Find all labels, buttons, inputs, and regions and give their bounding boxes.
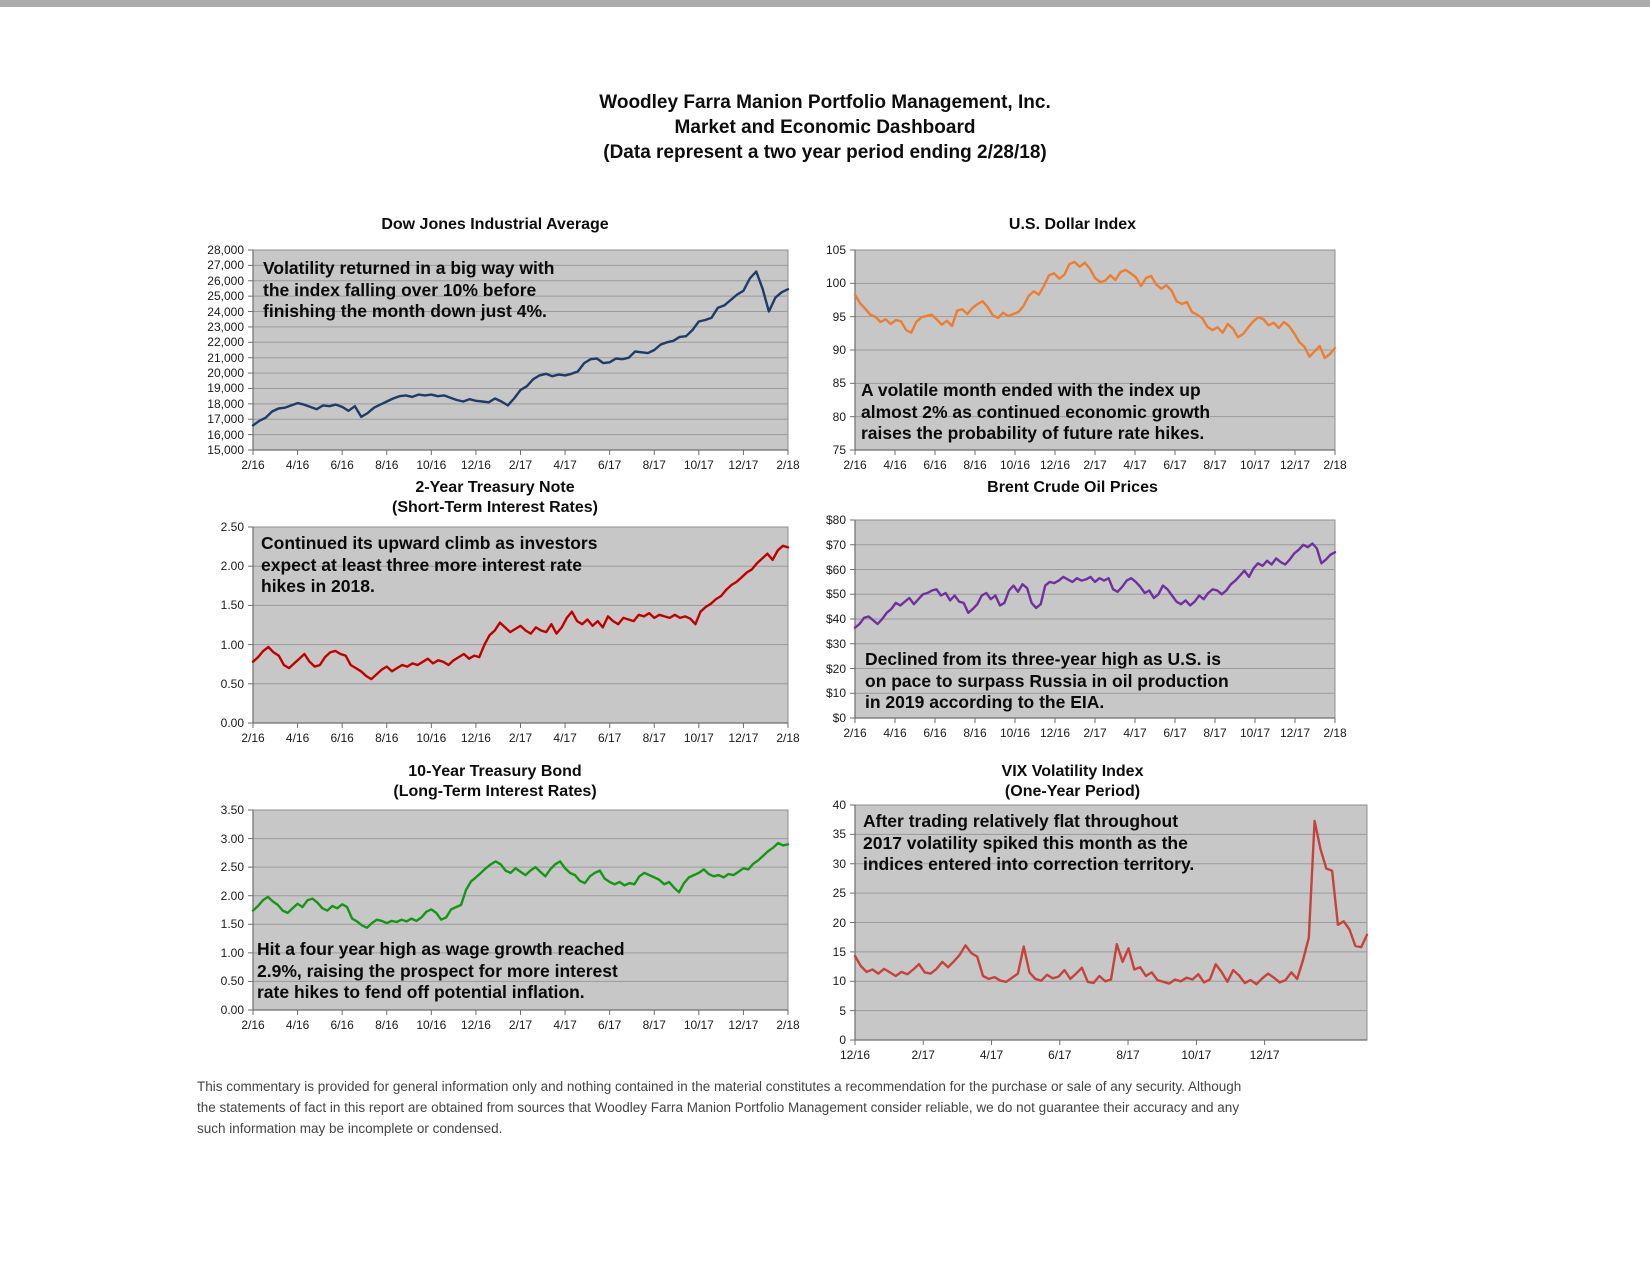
chart-annotation: Continued its upward climb as investors expect at least three more interest rate hikes in 2018. <box>261 533 598 597</box>
x-tick-label: 2/17 <box>508 458 533 472</box>
x-tick-label: 10/17 <box>683 731 714 745</box>
y-tick-label: 35 <box>832 827 846 842</box>
y-tick-label: $50 <box>825 587 846 602</box>
x-tick-label: 6/16 <box>923 458 947 472</box>
x-tick-label: 2/18 <box>776 458 800 472</box>
y-tick-label: $10 <box>825 686 846 701</box>
y-tick-label: 23,000 <box>207 319 244 334</box>
y-tick-label: 18,000 <box>207 396 244 411</box>
y-tick-label: 26,000 <box>207 273 244 288</box>
y-tick-label: 75 <box>832 443 846 457</box>
y-tick-label: 1.00 <box>220 637 244 652</box>
x-tick-label: 6/17 <box>597 1018 622 1032</box>
x-tick-label: 10/17 <box>683 1018 714 1032</box>
y-tick-label: $60 <box>825 562 846 577</box>
y-tick-label: 80 <box>832 409 846 424</box>
x-tick-label: 2/16 <box>241 731 265 745</box>
y-tick-label: 17,000 <box>207 412 244 427</box>
y-tick-label: 22,000 <box>207 335 244 350</box>
x-tick-label: 4/17 <box>1123 458 1147 472</box>
x-tick-label: 2/17 <box>1083 726 1107 740</box>
x-tick-label: 8/17 <box>1203 458 1227 472</box>
x-tick-label: 10/16 <box>999 726 1031 740</box>
y-tick-label: 0 <box>839 1033 846 1047</box>
x-tick-label: 2/18 <box>1323 726 1347 740</box>
x-tick-label: 6/16 <box>330 1018 354 1032</box>
x-tick-label: 10/17 <box>1181 1048 1212 1062</box>
plot-area <box>855 250 1335 450</box>
x-tick-label: 4/16 <box>883 458 907 472</box>
x-tick-label: 10/16 <box>416 458 447 472</box>
x-tick-label: 2/18 <box>1323 458 1347 472</box>
x-tick-label: 8/16 <box>963 458 987 472</box>
chart-title <box>800 215 1345 235</box>
y-tick-label: 5 <box>839 1003 846 1018</box>
y-tick-label: 2.00 <box>220 888 244 903</box>
y-tick-label: 25,000 <box>207 289 244 304</box>
x-tick-label: 6/17 <box>597 731 622 745</box>
chart-us-dollar-index <box>800 215 1345 477</box>
x-tick-label: 2/17 <box>508 1018 533 1032</box>
x-tick-label: 12/17 <box>1279 726 1311 740</box>
y-tick-label: $20 <box>825 661 846 676</box>
y-tick-label: 0.50 <box>220 676 244 691</box>
period-subtitle: (Data represent a two year period ending 2/28/18) <box>603 142 1047 163</box>
y-tick-label: $40 <box>825 612 846 626</box>
y-tick-label: 30 <box>832 856 846 871</box>
x-tick-label: 8/16 <box>375 731 399 745</box>
y-tick-label: 1.50 <box>220 598 244 613</box>
y-tick-label: 10 <box>832 974 846 989</box>
y-tick-label: 19,000 <box>207 381 244 396</box>
y-tick-label: 90 <box>832 343 846 357</box>
x-tick-label: 8/16 <box>375 1018 399 1032</box>
y-tick-label: 0.50 <box>220 974 244 989</box>
x-tick-label: 6/16 <box>330 458 354 472</box>
chart-annotation: After trading relatively flat throughout 2017 volatility spiked this month as the indices entered into correction territory. <box>863 811 1195 875</box>
x-tick-label: 2/17 <box>911 1048 935 1062</box>
chart-annotation: Hit a four year high as wage growth reached 2.9%, raising the prospect for more interest rate hikes to fend off potential inflation. <box>257 938 625 1003</box>
chart-annotation: Volatility returned in a big way with the index falling over 10% before finishing the month down just 4%. <box>263 258 555 322</box>
x-tick-label: 8/17 <box>642 1018 666 1032</box>
chart-subtitle-text: (Short-Term Interest Rates) <box>392 499 598 516</box>
y-tick-label: $0 <box>832 711 846 725</box>
x-tick-label: 10/17 <box>683 458 714 472</box>
x-tick-label: 4/16 <box>285 731 310 745</box>
y-tick-label: 1.00 <box>220 945 244 960</box>
x-tick-label: 12/17 <box>728 1018 759 1032</box>
x-tick-label: 4/17 <box>553 731 577 745</box>
y-tick-label: $80 <box>825 513 846 527</box>
y-tick-label: 27,000 <box>207 258 244 273</box>
x-tick-label: 12/16 <box>460 1018 491 1032</box>
y-tick-label: 85 <box>832 376 846 391</box>
x-tick-label: 4/16 <box>883 726 907 740</box>
chart-title-text: 2-Year Treasury Note <box>415 479 575 496</box>
x-tick-label: 2/16 <box>241 1018 265 1032</box>
chart-subtitle-text: (Long-Term Interest Rates) <box>393 783 597 800</box>
plot-area <box>855 520 1335 718</box>
chart-annotation: Declined from its three-year high as U.S. is on pace to surpass Russia in oil production in 2019 according to the EIA. <box>865 648 1229 713</box>
x-tick-label: 6/17 <box>1163 458 1187 472</box>
plot-area <box>253 527 788 723</box>
x-tick-label: 10/16 <box>416 1018 447 1032</box>
x-tick-label: 6/16 <box>330 731 354 745</box>
x-tick-label: 12/16 <box>460 458 491 472</box>
chart-title <box>190 762 800 802</box>
disclaimer-text: This commentary is provided for general information only and nothing contained in the material constitutes a recommendation for the purchase or sale of any security. Although the statements of fact in this report are obtained from sources that Woodley Farra Manion Portfolio Management consider reliable, we do not guarantee their accuracy and any such information may be incomplete or condensed. <box>197 1079 1242 1136</box>
x-tick-label: 6/16 <box>923 726 947 740</box>
x-tick-label: 8/16 <box>375 458 399 472</box>
y-tick-label: 20,000 <box>207 366 244 381</box>
x-tick-label: 2/18 <box>776 1018 800 1032</box>
y-tick-label: 95 <box>832 309 846 324</box>
y-tick-label: 1.50 <box>220 917 244 932</box>
x-tick-label: 2/17 <box>1083 458 1107 472</box>
x-tick-label: 10/17 <box>1239 458 1271 472</box>
chart-annotation: A volatile month ended with the index up almost 2% as continued economic growth raises the probability of future rate hikes. <box>861 379 1211 444</box>
y-tick-label: 3.50 <box>220 803 244 817</box>
x-tick-label: 4/17 <box>979 1048 1004 1062</box>
y-tick-label: $30 <box>825 636 846 651</box>
y-tick-label: 28,000 <box>207 243 244 257</box>
x-tick-label: 8/17 <box>1203 726 1227 740</box>
y-tick-label: 21,000 <box>207 350 244 365</box>
x-tick-label: 6/17 <box>1163 726 1187 740</box>
x-tick-label: 2/16 <box>241 458 265 472</box>
x-tick-label: 10/16 <box>999 458 1031 472</box>
x-tick-label: 8/17 <box>1116 1048 1140 1062</box>
x-tick-label: 12/16 <box>1039 458 1071 472</box>
y-tick-label: 105 <box>825 243 846 257</box>
x-tick-label: 4/17 <box>1123 726 1147 740</box>
x-tick-label: 12/17 <box>1279 458 1311 472</box>
x-tick-label: 6/17 <box>597 458 622 472</box>
x-tick-label: 4/17 <box>553 1018 577 1032</box>
x-tick-label: 2/17 <box>508 731 533 745</box>
chart-title-text: VIX Volatility Index <box>1001 763 1144 780</box>
y-tick-label: $70 <box>825 537 846 552</box>
dashboard-title: Market and Economic Dashboard <box>674 117 976 138</box>
chart-title-text: U.S. Dollar Index <box>1008 216 1137 233</box>
x-tick-label: 2/16 <box>843 458 867 472</box>
x-tick-label: 12/17 <box>728 458 759 472</box>
x-tick-label: 4/16 <box>285 458 310 472</box>
x-tick-label: 8/16 <box>963 726 987 740</box>
y-tick-label: 15 <box>832 944 846 959</box>
y-tick-label: 2.50 <box>220 860 244 875</box>
x-tick-label: 10/17 <box>1239 726 1271 740</box>
x-tick-label: 12/16 <box>1039 726 1071 740</box>
x-tick-label: 4/17 <box>553 458 577 472</box>
chart-title <box>800 478 1345 498</box>
y-tick-label: 100 <box>825 276 846 291</box>
page-title <box>0 90 1650 165</box>
x-tick-label: 12/16 <box>839 1048 871 1062</box>
chart-title <box>190 478 800 518</box>
x-tick-label: 12/17 <box>728 731 759 745</box>
x-tick-label: 4/16 <box>285 1018 310 1032</box>
chart-title <box>190 215 800 235</box>
plot-area <box>855 805 1367 1040</box>
chart-title-text: Dow Jones Industrial Average <box>381 216 609 233</box>
x-tick-label: 12/16 <box>460 731 491 745</box>
y-tick-label: 15,000 <box>207 443 244 457</box>
y-tick-label: 2.50 <box>220 520 244 534</box>
y-tick-label: 0.00 <box>220 1003 244 1017</box>
y-tick-label: 2.00 <box>220 559 244 574</box>
y-tick-label: 0.00 <box>220 716 244 730</box>
chart-subtitle-text: (One-Year Period) <box>1004 783 1141 800</box>
x-tick-label: 12/17 <box>1249 1048 1280 1062</box>
chart-dow-jones <box>190 215 800 477</box>
x-tick-label: 2/18 <box>776 731 800 745</box>
chart-2-year-treasury-note <box>190 478 800 758</box>
y-tick-label: 24,000 <box>207 304 244 319</box>
chart-title-text: 10-Year Treasury Bond <box>408 763 582 780</box>
y-tick-label: 3.00 <box>220 831 244 846</box>
y-tick-label: 25 <box>832 886 846 901</box>
x-tick-label: 2/16 <box>843 726 867 740</box>
chart-title <box>800 762 1345 802</box>
y-tick-label: 40 <box>832 798 846 812</box>
y-tick-label: 16,000 <box>207 427 244 442</box>
chart-title-text: Brent Crude Oil Prices <box>987 479 1158 496</box>
chart-10-year-treasury-bond <box>190 762 800 1047</box>
chart-vix-volatility-index <box>800 762 1345 1062</box>
x-tick-label: 10/16 <box>416 731 447 745</box>
x-tick-label: 8/17 <box>642 458 666 472</box>
plot-area <box>253 250 788 450</box>
plot-area <box>253 810 788 1010</box>
top-border-bar <box>0 0 1650 7</box>
chart-brent-crude-oil <box>800 478 1345 748</box>
x-tick-label: 8/17 <box>642 731 666 745</box>
company-name: Woodley Farra Manion Portfolio Management, Inc. <box>599 92 1051 113</box>
y-tick-label: 20 <box>832 915 846 930</box>
x-tick-label: 6/17 <box>1048 1048 1072 1062</box>
